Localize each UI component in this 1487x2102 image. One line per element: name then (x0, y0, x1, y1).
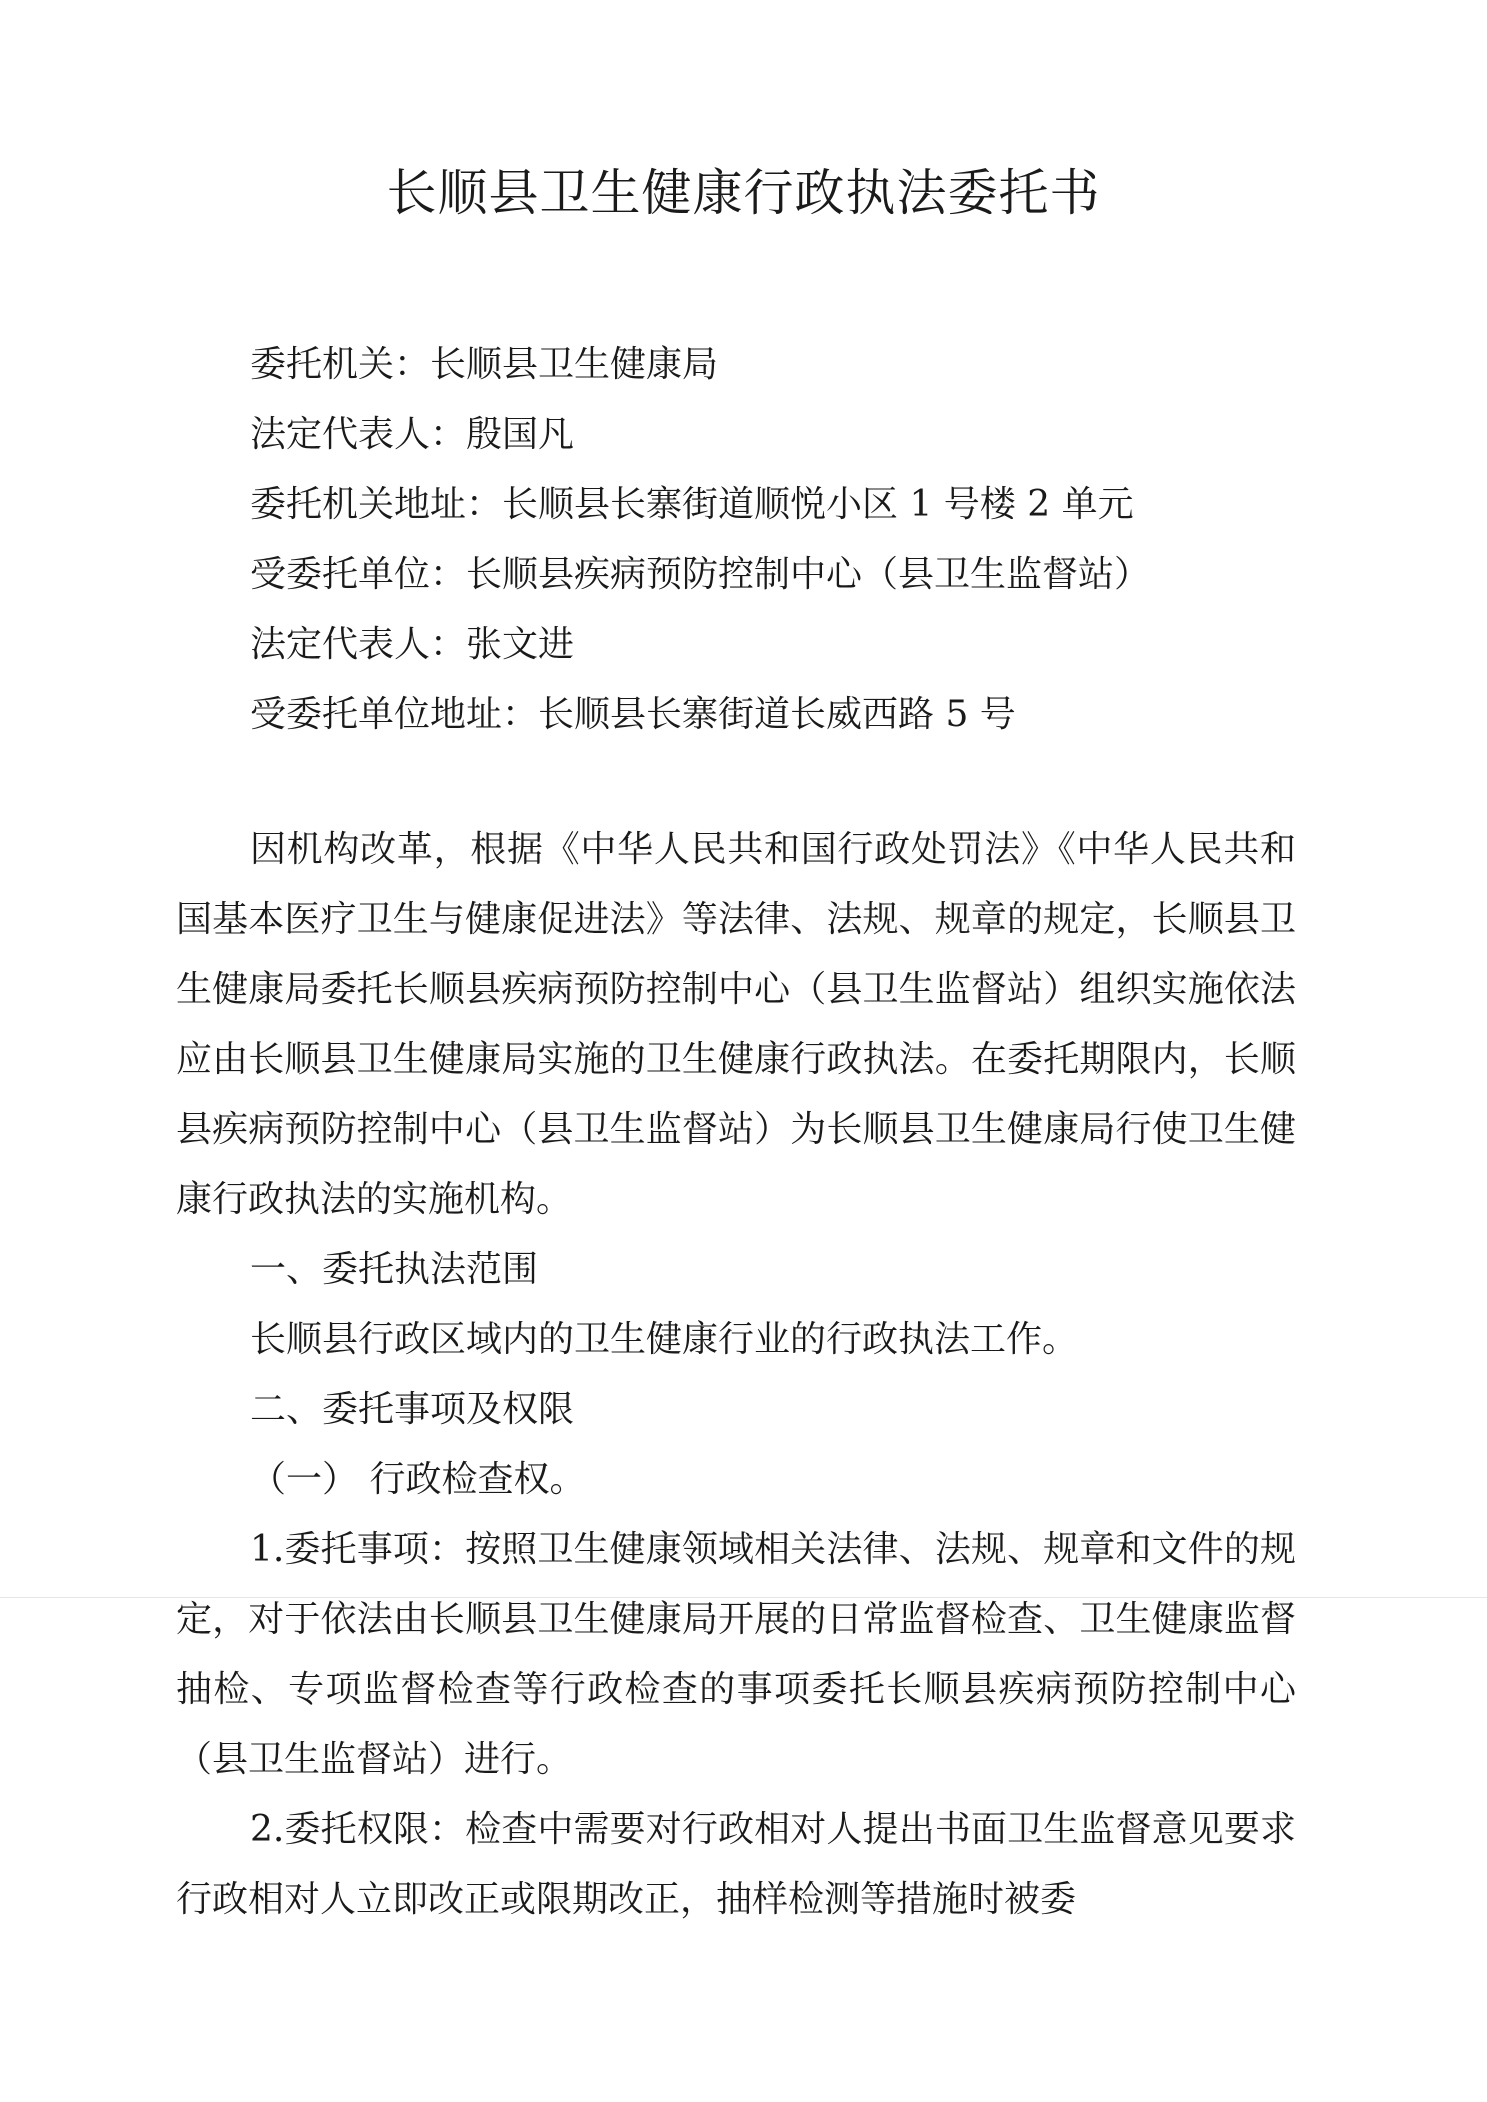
document-body (176, 815, 1296, 1935)
entrusted-unit: 受委托单位：长顺县疾病预防控制中心（县卫生监督站） (250, 554, 1151, 595)
section-1-heading: 一、委托执法范围 (250, 1249, 539, 1290)
item-2-paragraph: 2.委托权限：检查中需要对行政相对人提出书面卫生监督意见要求行政相对人立即改正或限期改正，抽样检测等措施时被委 (176, 1809, 1296, 1920)
document-title: 长顺县卫生健康行政执法委托书 (386, 164, 1101, 222)
entrusted-legal-representative: 法定代表人：张文进 (250, 624, 575, 665)
entrusting-legal-representative: 法定代表人：殷国凡 (250, 414, 575, 455)
section-2-heading: 二、委托事项及权限 (250, 1389, 575, 1430)
section-1-text: 长顺县行政区域内的卫生健康行业的行政执法工作。 (250, 1319, 1079, 1360)
entrusted-unit-address: 受委托单位地址：长顺县长寨街道长威西路 5 号 (250, 694, 1016, 735)
item-1-paragraph: 1.委托事项：按照卫生健康领域相关法律、法规、规章和文件的规定，对于依法由长顺县卫生健康局开展的日常监督检查、卫生健康监督抽检、专项监督检查等行政检查的事项委托长顺县疾病预防控制中心（县卫生监督站）进行。 (176, 1529, 1296, 1780)
subsection-1-heading: （一） 行政检查权。 (250, 1459, 586, 1500)
scan-fold-line (0, 1597, 1487, 1598)
entrusting-authority-address: 委托机关地址：长顺县长寨街道顺悦小区 1 号楼 2 单元 (250, 484, 1134, 525)
party-info-list (250, 330, 1150, 750)
intro-paragraph: 因机构改革，根据《中华人民共和国行政处罚法》《中华人民共和国基本医疗卫生与健康促进法》等法律、法规、规章的规定，长顺县卫生健康局委托长顺县疾病预防控制中心（县卫生监督站）组织实施依法应由长顺县卫生健康局实施的卫生健康行政执法。在委托期限内，长顺县疾病预防控制中心（县卫生监督站）为长顺县卫生健康局行使卫生健康行政执法的实施机构。 (176, 829, 1296, 1220)
entrusting-authority: 委托机关：长顺县卫生健康局 (250, 344, 719, 385)
